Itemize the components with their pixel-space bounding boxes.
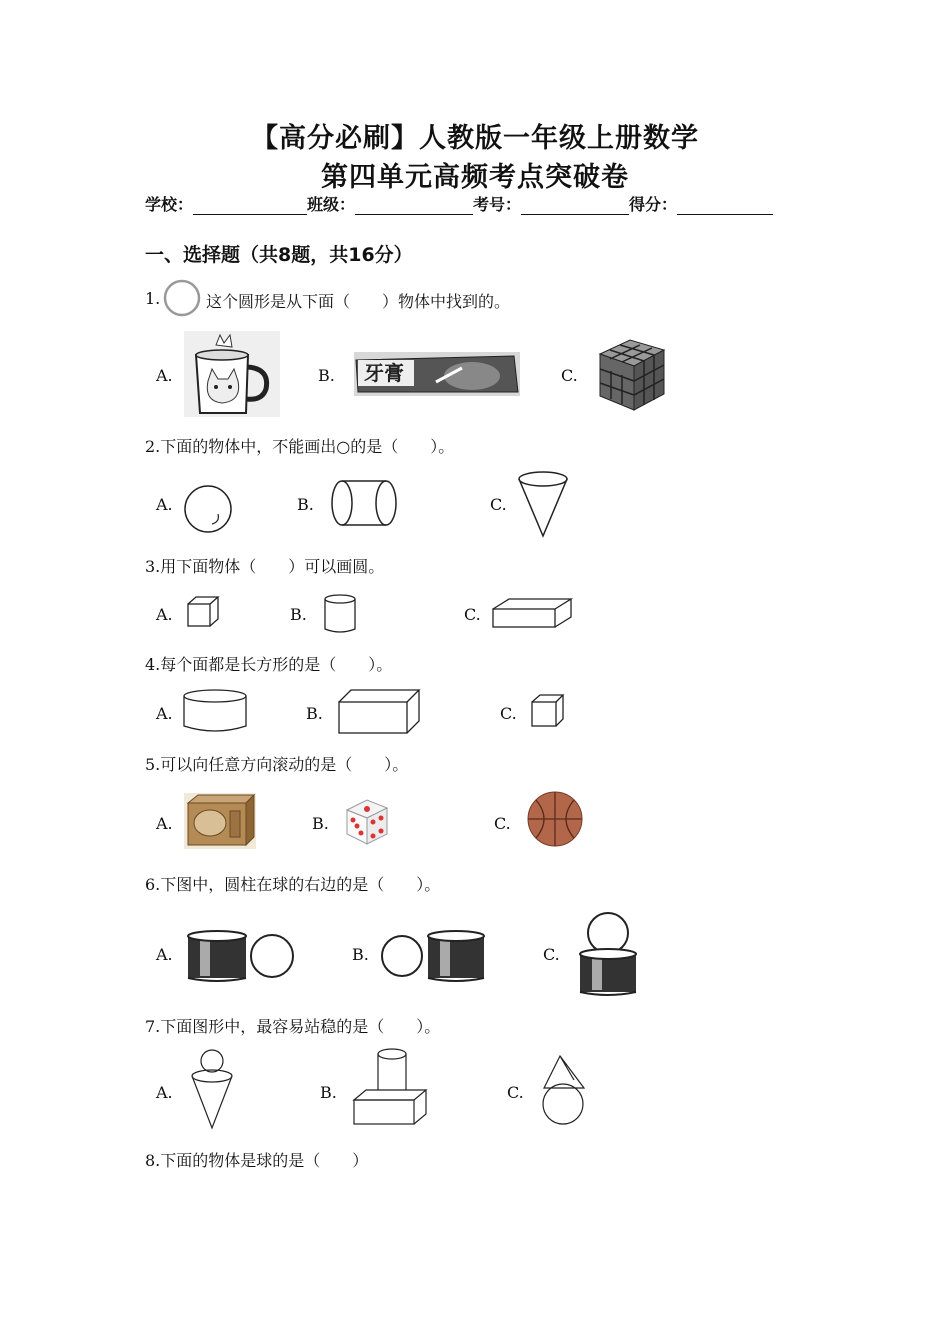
toothpaste-label: 牙膏 — [364, 361, 404, 385]
cuboid-icon — [491, 597, 573, 629]
cone-on-ball-icon — [538, 1054, 590, 1126]
dice-icon — [343, 798, 391, 846]
basketball-icon — [526, 790, 584, 848]
q6-option-b[interactable]: B. — [352, 945, 369, 964]
question-7: 7.下面图形中，最容易站稳的是（ ）。 — [145, 1017, 441, 1036]
question-8: 8.下面的物体是球的是（ ） — [145, 1151, 369, 1170]
q6-option-a[interactable]: A. — [156, 945, 173, 964]
sphere-icon — [182, 484, 234, 534]
q3-option-a[interactable]: A. — [156, 605, 173, 624]
ball-and-cylinder-icon — [380, 930, 488, 982]
cuboid-icon — [337, 688, 423, 736]
q1-option-a[interactable]: A. — [156, 366, 173, 385]
q4-option-b[interactable]: B. — [306, 704, 323, 723]
question-3: 3.用下面物体（ ）可以画圆。 — [145, 557, 385, 576]
rubiks-cube-icon — [592, 334, 672, 414]
cube-icon — [530, 694, 566, 728]
q2-option-a[interactable]: A. — [156, 495, 173, 514]
q2-option-b[interactable]: B. — [297, 495, 314, 514]
q6-option-c[interactable]: C. — [543, 945, 560, 964]
cat-mug-icon — [184, 331, 280, 417]
title-line-2: 第四单元高频考点突破卷 — [321, 162, 629, 193]
radio-box-icon — [184, 793, 256, 849]
question-1-text: 这个圆形是从下面（ ）物体中找到的。 — [206, 292, 511, 311]
q7-option-a[interactable]: A. — [156, 1083, 173, 1102]
exam-no-blank[interactable] — [521, 196, 629, 215]
score-blank[interactable] — [677, 196, 773, 215]
question-1-number: 1. — [145, 289, 161, 308]
class-label: 班级： — [307, 195, 356, 214]
q1-option-c[interactable]: C. — [561, 366, 578, 385]
toothpaste-icon — [354, 352, 520, 396]
q4-option-a[interactable]: A. — [156, 704, 173, 723]
cylinder-and-ball-icon — [186, 930, 298, 982]
q4-option-c[interactable]: C. — [500, 704, 517, 723]
q3-option-c[interactable]: C. — [464, 605, 481, 624]
question-1 — [145, 289, 160, 308]
cylinder-on-cuboid-icon — [352, 1046, 428, 1128]
cube-icon — [186, 596, 220, 628]
q2-option-c[interactable]: C. — [490, 495, 507, 514]
info-line — [145, 192, 773, 215]
q7-option-c[interactable]: C. — [507, 1083, 524, 1102]
exam-no-label: 考号： — [473, 195, 522, 214]
circle-icon — [163, 279, 201, 317]
ball-on-cylinder-icon — [578, 910, 640, 996]
short-cylinder-icon — [182, 688, 250, 734]
q5-option-c[interactable]: C. — [494, 814, 511, 833]
cylinder-lying-icon — [330, 478, 398, 528]
q5-option-a[interactable]: A. — [156, 814, 173, 833]
question-2: 2.下面的物体中，不能画出○的是（ ）。 — [145, 437, 455, 456]
cone-icon — [516, 470, 570, 538]
title-line-1: 【高分必刷】人教版一年级上册数学 — [251, 123, 699, 154]
score-label: 得分： — [629, 195, 678, 214]
q1-option-b[interactable]: B. — [318, 366, 335, 385]
school-blank[interactable] — [193, 196, 307, 215]
q3-option-b[interactable]: B. — [290, 605, 307, 624]
question-4: 4.每个面都是长方形的是（ ）。 — [145, 655, 393, 674]
school-label: 学校： — [145, 195, 194, 214]
question-5: 5.可以向任意方向滚动的是（ ）。 — [145, 755, 409, 774]
section-heading: 一、选择题（共8题，共16分） — [145, 244, 413, 266]
class-blank[interactable] — [355, 196, 473, 215]
cylinder-icon — [322, 593, 358, 635]
q5-option-b[interactable]: B. — [312, 814, 329, 833]
question-6: 6.下图中，圆柱在球的右边的是（ ）。 — [145, 875, 441, 894]
q7-option-b[interactable]: B. — [320, 1083, 337, 1102]
ball-on-cone-icon — [190, 1048, 236, 1130]
